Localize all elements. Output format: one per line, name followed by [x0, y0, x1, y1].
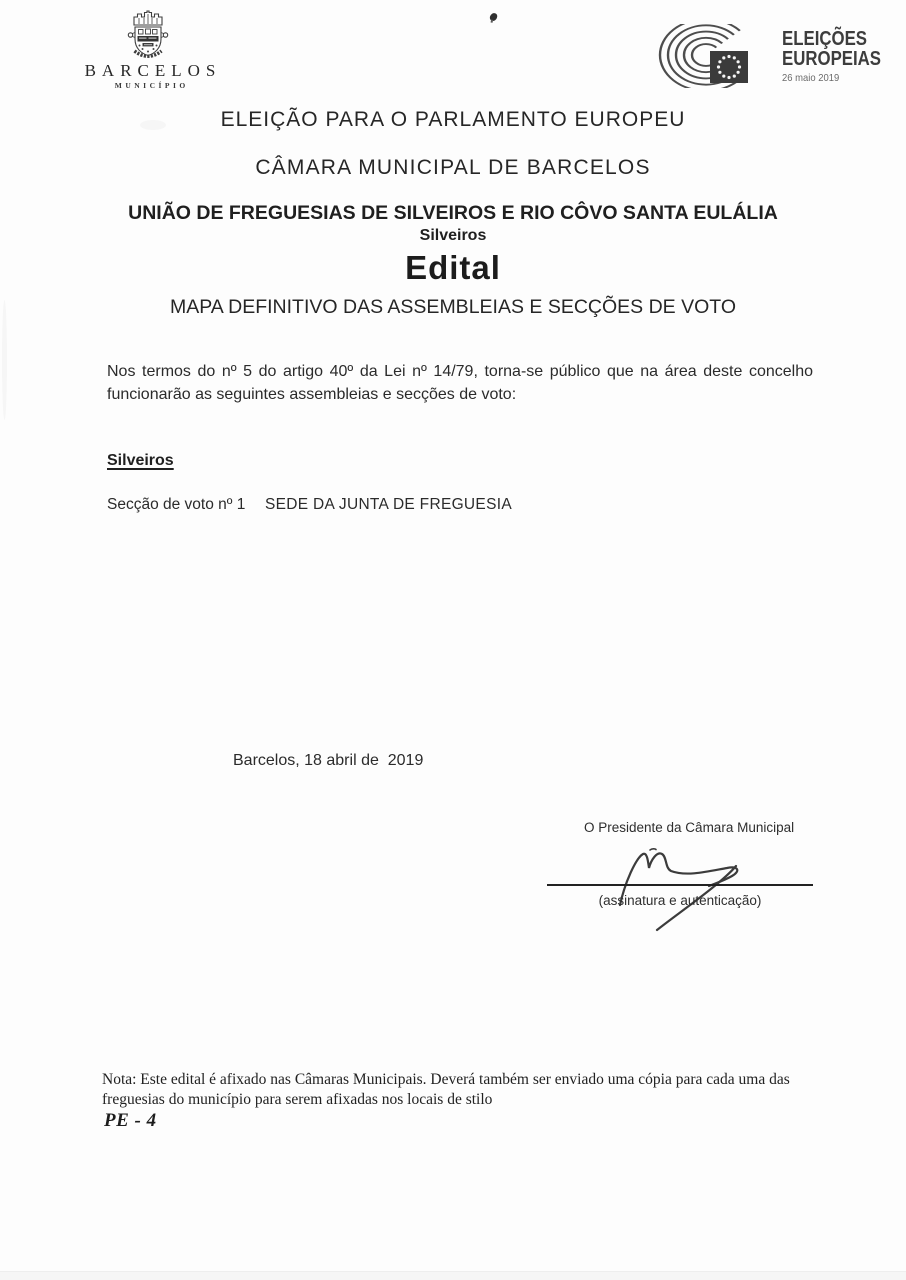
- ep-hemicycle-icon: [650, 24, 772, 88]
- scan-edge-shadow: [0, 1271, 906, 1280]
- voting-section-label: Secção de voto nº 1: [107, 496, 246, 513]
- voting-section-row: [107, 496, 512, 514]
- intro-paragraph: Nos termos do nº 5 do artigo 40º da Lei nº 14/79, torna-se público que na área deste concelho funcionarão as seguintes assembleias e secções de voto:: [107, 363, 813, 403]
- document-subtitle: MAPA DEFINITIVO DAS ASSEMBLEIAS E SECÇÕES DE VOTO: [169, 296, 736, 318]
- municipality-title: CÂMARA MUNICIPAL DE BARCELOS: [255, 156, 651, 179]
- municipality-subtitle: MUNICÍPIO: [114, 81, 189, 90]
- signature-caption: (assinatura e autenticação): [598, 893, 762, 908]
- parish-name: Silveiros: [419, 227, 487, 244]
- eu-flag-icon: [710, 51, 748, 83]
- elections-logo-title-line1: ELEIÇÕES: [782, 27, 868, 50]
- european-elections-logo: [650, 24, 890, 92]
- elections-logo-date: 26 maio 2019: [782, 72, 840, 84]
- municipality-name: BARCELOS: [84, 61, 222, 80]
- footer-note: Nota: Este edital é afixado nas Câmaras Municipais. Deverá também ser enviado uma cópia para cada uma das freguesias do município para serem afixadas nos locais de stilo: [102, 1071, 790, 1108]
- parish-union-title: UNIÃO DE FREGUESIAS DE SILVEIROS E RIO CÔVO SANTA EULÁLIA: [128, 202, 778, 224]
- voting-section-location: SEDE DA JUNTA DE FREGUESIA: [265, 496, 512, 513]
- handwritten-signature: [545, 842, 825, 934]
- signer-title: O Presidente da Câmara Municipal: [584, 820, 795, 835]
- barcelos-crest-icon: [121, 8, 175, 60]
- election-title: ELEIÇÃO PARA O PARLAMENTO EUROPEU: [220, 108, 686, 131]
- elections-logo-title-line2: EUROPEIAS: [782, 47, 882, 70]
- place-date-line: Barcelos, 18 abril de 2019: [233, 752, 424, 769]
- scan-speck: [489, 12, 498, 22]
- document-type-title: Edital: [405, 249, 501, 286]
- signature-line: [547, 884, 813, 886]
- parish-section-heading: Silveiros: [107, 452, 174, 469]
- form-code: PE - 4: [104, 1110, 157, 1131]
